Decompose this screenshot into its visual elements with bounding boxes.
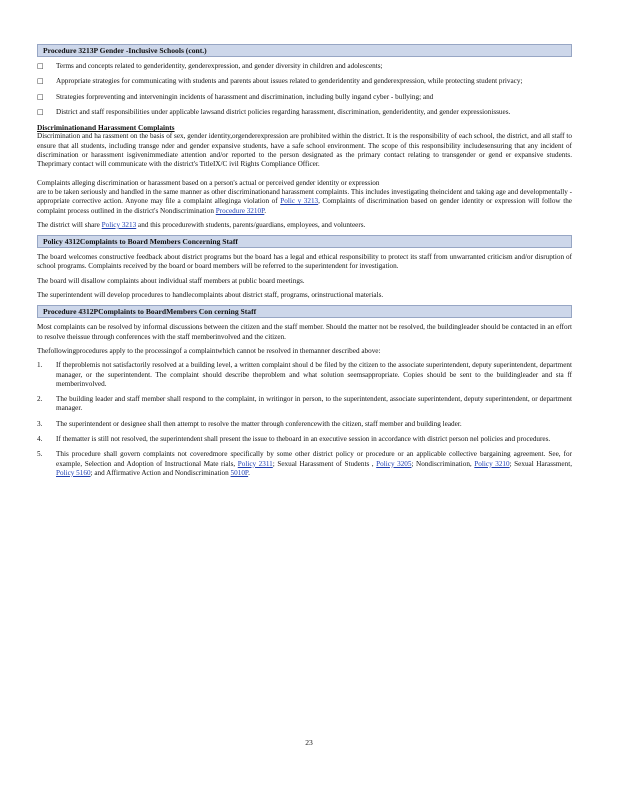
procedure-5010p-link[interactable]: 5010P <box>230 468 249 477</box>
page-number: 23 <box>305 738 313 747</box>
policy-3213-link[interactable]: Polic y 3213 <box>280 197 319 206</box>
policy-2311-link[interactable]: Policy 2311 <box>237 459 273 468</box>
policy-5160-link[interactable]: Policy 5160 <box>56 468 91 477</box>
numbered-item: 5. This procedure shall govern complaints not coveredmore specifically by some other district policy or procedure or an applicable collective bargaining agreement. See, for example, Selection and Adoption of Instructional Mate rials, Policy 2311; Sexual Harassment of Students , Policy 3205; Nondiscrimination, Policy 3210; Sexual Harassment, Policy 5160; and Affirmative Action and Nondiscrimination 5010P. <box>37 450 573 477</box>
numbered-item: 3. The superintendent or designee shall then attempt to resolve the matter through conferencewith the citizen, staff member and building leader. <box>37 419 462 428</box>
section-header-procedure-4312p: Procedure 4312PComplaints to BoardMembers Con cerning Staff <box>37 305 572 318</box>
bullet-item: □ Terms and concepts related to genderidentity, genderexpression, and gender diversity in children and adolescents; <box>37 62 383 70</box>
complaints-paragraph: are to be taken seriously and handled in the same manner as other discriminationand harassment complaints. This includes investigating theincident and taking age and developmentally -appropriate corrective action. Anyone may file a complaint alleginga violation of Polic y 3213, Complaints of discrimination based on gender identity or expression will follow the complaint process outlined in the district's Nondiscrimination Procedure 3210P. <box>37 187 572 215</box>
section-header-procedure-3213p: Procedure 3213P Gender -Inclusive Schools (cont.) <box>37 44 572 57</box>
square-bullet-icon: □ <box>37 62 44 70</box>
policy-3213-link[interactable]: Policy 3213 <box>101 220 137 229</box>
numbered-item: 1. If theproblemis not satisfactorily resolved at a building level, a written complaint shoul d be filed by the citizen to the associate superintendent, deputy superintendent, department manager, or the superintendent. The complaint should describe theproblem and what solution seemsappropriate. Copies should be sent to the buildingleader and sta ff memberinvolved. <box>37 361 572 388</box>
bullet-item: □ District and staff responsibilities under applicable lawsand district policies regarding harassment, discrimination, genderidentity, and gender expressionissues. <box>37 107 511 116</box>
numbered-item: 4. If thematter is still not resolved, the superintendent shall present the issue to theboard in an executive session in accordance with district person nel policies and procedures. <box>37 435 551 444</box>
procedure-3210p-link[interactable]: Procedure 3210P <box>215 206 265 215</box>
superintendent-procedures-paragraph: The superintendent will develop procedures to handlecomplaints about district staff, programs, orinstructional materials. <box>37 291 384 300</box>
policy-3205-link[interactable]: Policy 3205 <box>376 459 412 468</box>
section-header-policy-4312: Policy 4312Complaints to Board Members Concerning Staff <box>37 235 572 248</box>
informal-resolution-paragraph: Most complaints can be resolved by informal discussions between the citizen and the staff member. Should the matter not be resolved, the buildingleader should be contacted in an effort to resolve theissue through conferences with the staff memberinvolved and the citizen. <box>37 323 572 341</box>
complaints-paragraph-intro: Complaints alleging discrimination or harassment based on a person's actual or perceived gender identity or expression <box>37 178 380 187</box>
bullet-item: □ Appropriate strategies for communicating with students and parents about issues related to genderidentity and genderexpression, while protecting student privacy; <box>37 77 523 86</box>
square-bullet-icon: □ <box>37 107 44 116</box>
discrimination-paragraph: Discrimination and ha rassment on the basis of sex, gender identity,orgenderexpression are prohibited within the district. It is the responsibility of each school, the district, and all staff to ensure that all students, including transge nder and gender expansive students, have a safe school environment. The scope of this responsibility includesensuring that any incident of discrimination or harassment isgivenimmediate attention and/or reported to the person designated as the primary contact relating to transgender or gend er expansive students. Theprimary contact will communicate with the district's TitleIX/C ivil Rights Compliance Officer. <box>37 132 572 169</box>
subheading-discrimination-harassment: Discriminationand Harassment Complaints <box>37 123 175 133</box>
bullet-item: □ Strategies forpreventing and interveningin incidents of harassment and discrimination, including bully ingand cyber - bullying; and <box>37 92 434 101</box>
board-feedback-paragraph: The board welcomes constructive feedback about district programs but the board has a legal and ethical responsibility to protect its staff from unwarranted criticism and/or disruption of school programs. Complaints received by the board or board members will be referred to the superintendent for investigation. <box>37 253 572 271</box>
board-disallow-paragraph: The board will disallow complaints about individual staff members at public board meetings. <box>37 276 305 285</box>
square-bullet-icon: □ <box>37 77 44 86</box>
numbered-item: 2. The building leader and staff member shall respond to the complaint, in writingor in person, to the superintendent, associate superintendent, deputy superintendent, or department manager. <box>37 395 572 413</box>
following-procedures-paragraph: Thefollowingprocedures apply to the processingof a complaintwhich cannot be resolved in themanner described above: <box>37 346 381 355</box>
policy-3210-link[interactable]: Policy 3210 <box>474 459 510 468</box>
square-bullet-icon: □ <box>37 92 44 101</box>
share-policy-paragraph: The district will share Policy 3213 and this procedurewith students, parents/guardians, employees, and volunteers. <box>37 220 366 229</box>
